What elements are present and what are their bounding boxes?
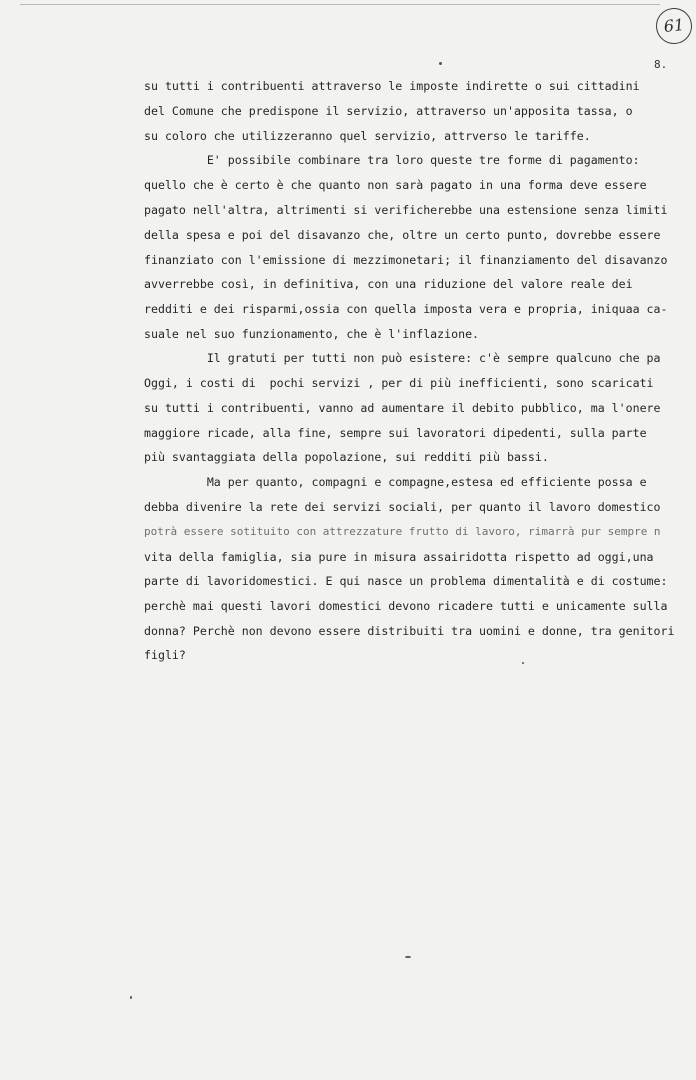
text-line: debba divenire la rete dei servizi sociali, per quanto il lavoro domestico bbox=[144, 500, 661, 514]
paper-speck bbox=[130, 996, 132, 999]
text-line: pagato nell'altra, altrimenti si verificherebbe una estensione senza limiti bbox=[144, 203, 668, 217]
text-line: Ma per quanto, compagni e compagne,estesa ed efficiente possa e bbox=[144, 475, 647, 489]
text-line: Oggi, i costi di pochi servizi , per di più inefficienti, sono scaricati bbox=[144, 376, 654, 390]
text-line: su tutti i contribuenti attraverso le imposte indirette o sui cittadini bbox=[144, 79, 640, 93]
text-line: più svantaggiata della popolazione, sui redditi più bassi. bbox=[144, 450, 549, 464]
text-line-faded: potrà essere sotituito con attrezzature frutto di lavoro, rimarrà pur sempre n bbox=[144, 525, 661, 538]
text-line: finanziato con l'emissione di mezzimonetari; il finanziamento del disavanzo bbox=[144, 253, 668, 267]
text-line: su tutti i contribuenti, vanno ad aumentare il debito pubblico, ma l'onere bbox=[144, 401, 661, 415]
paper-speck bbox=[439, 62, 442, 65]
page-number: 8. bbox=[654, 58, 668, 71]
paper-speck bbox=[405, 956, 411, 958]
text-line: vita della famiglia, sia pure in misura assairidotta rispetto ad oggi,una bbox=[144, 550, 654, 564]
text-line: quello che è certo è che quanto non sarà pagato in una forma deve essere bbox=[144, 178, 647, 192]
text-line: della spesa e poi del disavanzo che, oltre un certo punto, dovrebbe essere bbox=[144, 228, 661, 242]
text-line: E' possibile combinare tra loro queste tre forme di pagamento: bbox=[144, 153, 640, 167]
text-line: donna? Perchè non devono essere distribuiti tra uomini e donne, tra genitori bbox=[144, 624, 675, 638]
paper-speck bbox=[522, 662, 524, 664]
text-line: suale nel suo funzionamento, che è l'inflazione. bbox=[144, 327, 480, 341]
top-edge-rule bbox=[20, 4, 660, 5]
text-line: parte di lavoridomestici. E qui nasce un problema dimentalità e di costume: bbox=[144, 574, 668, 588]
text-line: del Comune che predispone il servizio, attraverso un'apposita tassa, o bbox=[144, 104, 633, 118]
text-line: figli? bbox=[144, 648, 186, 662]
text-line: avverrebbe così, in definitiva, con una riduzione del valore reale dei bbox=[144, 277, 633, 291]
text-line: su coloro che utilizzeranno quel servizio, attrverso le tariffe. bbox=[144, 129, 591, 143]
text-line: Il gratuti per tutti non può esistere: c'è sempre qualcuno che pa bbox=[144, 351, 661, 365]
text-line: redditi e dei risparmi,ossia con quella imposta vera e propria, iniquaa ca- bbox=[144, 302, 668, 316]
handwritten-archive-number: 61 bbox=[654, 6, 694, 46]
text-line: perchè mai questi lavori domestici devono ricadere tutti e unicamente sulla bbox=[144, 599, 668, 613]
text-line: maggiore ricade, alla fine, sempre sui lavoratori dipedenti, sulla parte bbox=[144, 426, 647, 440]
